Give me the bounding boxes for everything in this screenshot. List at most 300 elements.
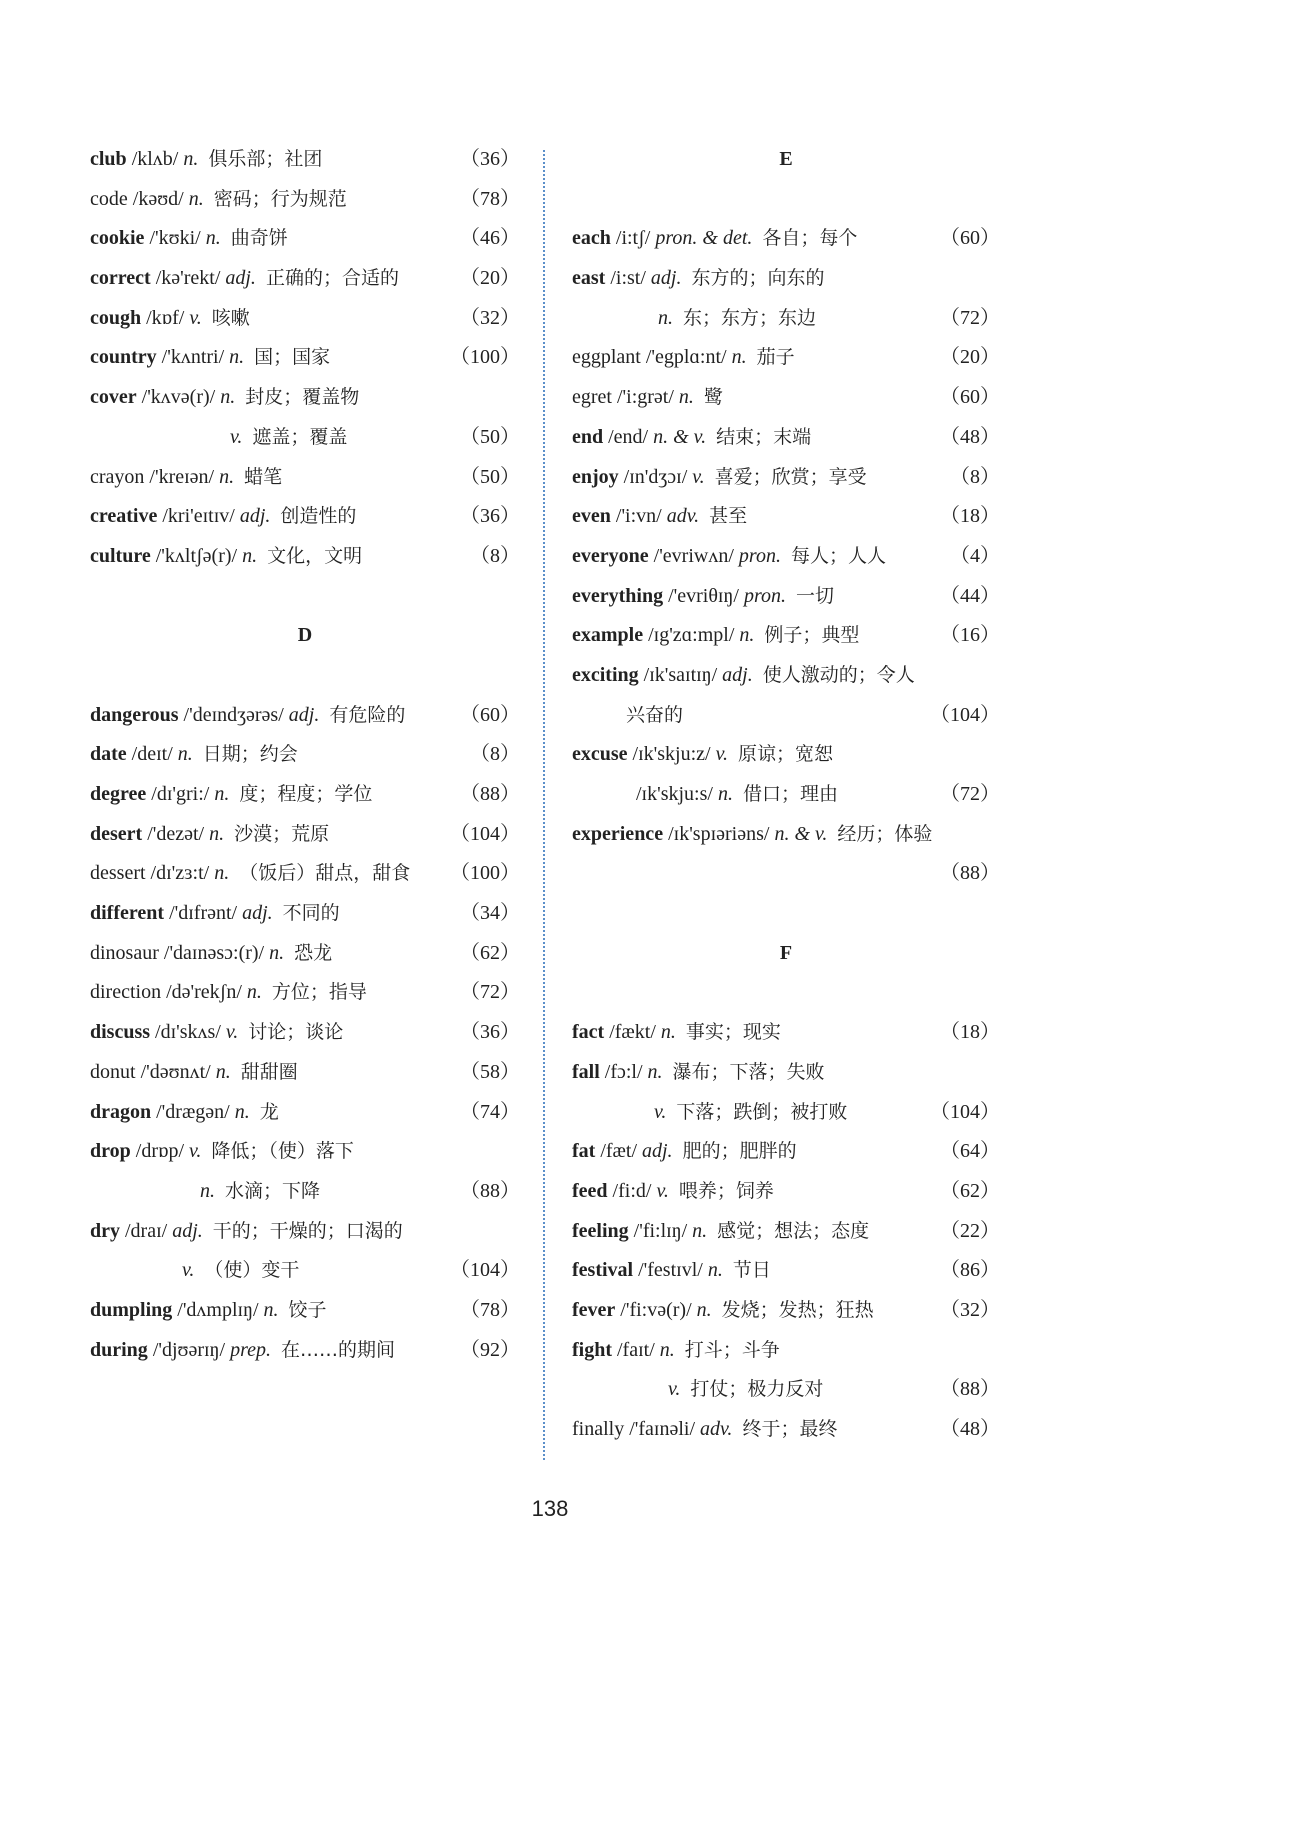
pronunciation: /dɪ'skʌs/	[150, 1021, 226, 1044]
glossary-entry	[572, 537, 1000, 577]
entry-text	[90, 902, 340, 924]
page-reference: （32）	[460, 306, 520, 329]
chinese-meaning: （使）变干	[204, 1259, 300, 1282]
entry-text	[90, 1339, 395, 1361]
pronunciation: /'evriθɪŋ/	[663, 584, 744, 607]
glossary-entry	[572, 338, 1000, 378]
pronunciation: /'kʌltʃə(r)/	[150, 544, 243, 567]
chinese-meaning: 曲奇饼	[230, 227, 288, 250]
chinese-meaning: 瀑布；下落；失败	[672, 1060, 825, 1083]
page-reference: （72）	[940, 306, 1000, 329]
glossary-entry	[572, 1212, 1000, 1252]
pronunciation: /'kreɪən/	[144, 465, 220, 488]
part-of-speech: adj.	[242, 902, 273, 925]
page-reference: （72）	[940, 783, 1000, 805]
pronunciation: /fæt/	[595, 1140, 642, 1163]
blank-line	[90, 656, 520, 696]
part-of-speech: n.	[205, 227, 221, 250]
entry-text	[90, 783, 372, 805]
page-reference: （64）	[940, 1140, 1000, 1163]
headword: during	[90, 1338, 148, 1361]
chinese-meaning: 喂养；饲养	[678, 1179, 774, 1202]
part-of-speech: v.	[715, 743, 728, 766]
chinese-meaning: 终于；最终	[742, 1418, 838, 1440]
headword: enjoy	[572, 465, 619, 488]
page-reference: （60）	[940, 227, 1000, 250]
glossary-entry	[572, 1053, 1000, 1093]
pronunciation: /'fi:lɪŋ/	[628, 1219, 693, 1242]
entry-text	[572, 267, 824, 289]
glossary-entry	[90, 180, 520, 220]
chinese-meaning: 各自；每个	[762, 227, 858, 250]
glossary-sub-entry	[572, 1370, 1000, 1410]
chinese-meaning: 发烧；发热；狂热	[721, 1298, 874, 1321]
glossary-entry	[572, 1331, 1000, 1371]
entry-text	[90, 704, 405, 726]
glossary-entry	[572, 458, 1000, 498]
page-reference: （32）	[940, 1298, 1000, 1321]
part-of-speech: n.	[731, 346, 747, 369]
glossary-entry	[90, 815, 520, 855]
headword: fat	[572, 1140, 596, 1163]
entry-text	[572, 505, 747, 527]
glossary-entry	[90, 497, 520, 537]
headword: fact	[572, 1021, 605, 1044]
part-of-speech: n.	[660, 1021, 676, 1044]
entry-text	[90, 1299, 327, 1321]
pronunciation: /kɒf/	[141, 306, 190, 329]
entry-text	[572, 545, 886, 567]
pronunciation: /ɪk'saɪtɪŋ/	[638, 663, 723, 686]
entry-text	[90, 267, 399, 289]
pronunciation: /ɪk'skju:z/	[627, 743, 716, 766]
entry-text	[572, 1140, 797, 1162]
headword: cough	[90, 306, 142, 329]
part-of-speech: n.	[263, 1298, 279, 1321]
chinese-meaning: 每人；人人	[790, 544, 886, 567]
glossary-sub-entry	[572, 696, 1000, 736]
glossary-entry	[90, 259, 520, 299]
glossary-entry	[572, 1172, 1000, 1212]
headword: fight	[572, 1338, 612, 1361]
part-of-speech: n. & v.	[653, 425, 707, 448]
chinese-meaning: 不同的	[282, 902, 340, 925]
page-reference: （34）	[460, 902, 520, 925]
entry-text	[90, 1140, 354, 1162]
part-of-speech: v.	[656, 1179, 669, 1202]
part-of-speech: n.	[209, 822, 225, 845]
glossary-sub-entry	[572, 775, 1000, 815]
page-reference: （88）	[940, 1378, 1000, 1401]
page-reference: （104）	[450, 1259, 520, 1282]
glossary-entry	[90, 219, 520, 259]
blank-line	[572, 180, 1000, 220]
chinese-meaning: 有危险的	[329, 703, 406, 726]
pronunciation: /'dɪfrənt/	[164, 902, 243, 925]
headword: club	[90, 148, 127, 170]
chinese-meaning: 借口；理由	[742, 783, 838, 805]
blank-line	[572, 973, 1000, 1013]
pronunciation: /'i:grət/	[611, 386, 679, 409]
page-reference: （48）	[940, 1418, 1000, 1440]
headword: east	[572, 267, 606, 290]
chinese-meaning: 东；东方；东边	[683, 306, 817, 329]
chinese-meaning: 方位；指导	[271, 981, 367, 1004]
part-of-speech: adj.	[722, 663, 753, 686]
glossary-entry	[572, 219, 1000, 259]
entry-text	[90, 1259, 299, 1281]
entry-text	[90, 386, 359, 408]
glossary-entry	[572, 815, 1000, 855]
chinese-meaning: 封皮；覆盖物	[245, 386, 360, 409]
entry-text	[90, 743, 298, 765]
part-of-speech: n.	[659, 1338, 675, 1361]
headword: date	[90, 743, 127, 766]
chinese-meaning: 茄子	[756, 346, 795, 369]
page-reference: （72）	[460, 981, 520, 1004]
page-reference: （62）	[940, 1179, 1000, 1202]
chinese-meaning: 使人激动的；令人	[762, 663, 915, 686]
glossary-entry	[90, 537, 520, 577]
page-reference: （100）	[450, 862, 520, 885]
entry-text	[572, 624, 859, 646]
pronunciation: /drɒp/	[130, 1140, 189, 1163]
pronunciation: /'festɪvl/	[633, 1259, 708, 1282]
headword: exciting	[572, 663, 639, 686]
headword: drop	[90, 1140, 131, 1163]
glossary-sub-entry	[90, 418, 520, 458]
entry-text	[90, 505, 356, 527]
chinese-meaning: 肥的；肥胖的	[682, 1140, 797, 1163]
glossary-entry	[90, 934, 520, 974]
entry-text	[90, 823, 329, 845]
part-of-speech: adj.	[650, 267, 682, 290]
glossary-entry	[90, 458, 520, 498]
glossary-entry	[572, 259, 1000, 299]
entry-text	[90, 188, 347, 210]
chinese-meaning: 俱乐部；社团	[208, 148, 323, 170]
part-of-speech: n.	[707, 1259, 723, 1282]
headword: code	[90, 187, 128, 210]
chinese-meaning: 感觉；想法；态度	[717, 1219, 870, 1242]
pronunciation: /'daɪnəsɔ:(r)/	[158, 941, 270, 964]
pronunciation: /fi:d/	[607, 1179, 657, 1202]
glossary-entry	[90, 854, 520, 894]
chinese-meaning: 干的；干燥的；口渴的	[212, 1219, 403, 1242]
part-of-speech: v.	[668, 1378, 681, 1401]
headword: eggplant	[572, 346, 641, 369]
page-reference: （44）	[940, 584, 1000, 607]
chinese-meaning: 蜡笔	[244, 465, 283, 488]
headword: feed	[572, 1179, 608, 1202]
entry-text	[90, 466, 282, 488]
pronunciation: /'faɪnəli/	[624, 1418, 701, 1440]
entry-text	[572, 1180, 774, 1202]
part-of-speech: pron. & det.	[655, 227, 753, 250]
pronunciation: /'fi:və(r)/	[615, 1298, 697, 1321]
pronunciation: /'egplɑ:nt/	[640, 346, 732, 369]
page-reference: （20）	[940, 346, 1000, 369]
entry-text	[572, 466, 867, 488]
part-of-speech: n.	[696, 1298, 712, 1321]
chinese-meaning: 打仗；极力反对	[690, 1378, 824, 1401]
glossary-entry	[90, 973, 520, 1013]
glossary-entry	[572, 1013, 1000, 1053]
chinese-meaning: 国；国家	[254, 346, 331, 369]
part-of-speech: pron.	[738, 544, 781, 567]
part-of-speech: adj.	[225, 267, 256, 290]
glossary-entry	[90, 1013, 520, 1053]
right-glossary-column	[572, 140, 1000, 1450]
page-number: 138	[531, 1496, 569, 1521]
glossary-entry	[90, 338, 520, 378]
pronunciation: /'drægən/	[151, 1100, 235, 1123]
part-of-speech: n.	[219, 465, 235, 488]
pronunciation: /'kʊki/	[144, 227, 206, 250]
headword: egret	[572, 386, 612, 409]
part-of-speech: n.	[229, 346, 245, 369]
pronunciation: /'dəʊnʌt/	[135, 1060, 216, 1083]
headword: correct	[90, 267, 151, 290]
glossary-entry	[572, 735, 1000, 775]
entry-text	[572, 1021, 781, 1043]
page-reference: （74）	[460, 1100, 520, 1123]
headword: feeling	[572, 1219, 629, 1242]
part-of-speech: n.	[717, 783, 733, 805]
chinese-meaning: 咳嗽	[211, 306, 250, 329]
page-reference: （18）	[940, 505, 1000, 528]
headword: fall	[572, 1060, 600, 1083]
entry-text	[572, 1339, 780, 1361]
pronunciation: /draɪ/	[120, 1219, 173, 1242]
chinese-meaning: 创造性的	[280, 505, 357, 528]
part-of-speech: n.	[214, 862, 230, 885]
section-letter-heading: D	[297, 624, 313, 647]
pronunciation: /dɪ'zɜ:t/	[145, 862, 215, 885]
headword: dessert	[90, 862, 146, 885]
pronunciation: /deɪt/	[126, 743, 178, 766]
headword: end	[572, 425, 604, 448]
chinese-meaning: 讨论；谈论	[248, 1021, 344, 1044]
pronunciation: /'i:vn/	[610, 505, 667, 528]
glossary-entry	[90, 378, 520, 418]
page-reference: （104）	[930, 1100, 1000, 1123]
page-reference: （104）	[930, 703, 1000, 726]
entry-text	[90, 1021, 343, 1043]
pronunciation: /faɪt/	[612, 1338, 660, 1361]
page-reference: （36）	[460, 1021, 520, 1044]
headword: country	[90, 346, 157, 369]
page-reference: （78）	[460, 187, 520, 210]
part-of-speech: n.	[183, 148, 199, 170]
pronunciation: /'djʊərɪŋ/	[147, 1338, 231, 1361]
page-reference: （50）	[460, 425, 520, 448]
headword: direction	[90, 981, 162, 1004]
chinese-meaning: 遮盖；覆盖	[252, 425, 348, 448]
pronunciation: /fækt/	[604, 1021, 661, 1044]
chinese-meaning: 文化，文明	[267, 544, 363, 567]
glossary-sub-entry	[572, 1093, 1000, 1133]
glossary-entry	[572, 497, 1000, 537]
headword: fever	[572, 1298, 616, 1321]
chinese-meaning: 打斗；斗争	[684, 1338, 780, 1361]
entry-text	[90, 1180, 320, 1202]
entry-text	[90, 426, 347, 448]
entry-text	[572, 823, 932, 845]
pronunciation: /ɪn'dʒɔɪ/	[618, 465, 693, 488]
entry-text	[572, 426, 811, 448]
entry-text	[90, 346, 330, 368]
chinese-meaning: 甜甜圈	[240, 1060, 298, 1083]
page-reference: （8）	[470, 544, 520, 567]
headword: creative	[90, 505, 158, 528]
section-letter-heading: F	[779, 941, 793, 964]
glossary-entry	[90, 735, 520, 775]
pronunciation: /'dezət/	[142, 822, 210, 845]
page-reference: （46）	[460, 227, 520, 250]
headword: finally	[572, 1418, 625, 1440]
headword: everything	[572, 584, 664, 607]
headword: each	[572, 227, 611, 250]
headword: cover	[90, 386, 137, 409]
part-of-speech: v.	[189, 306, 202, 329]
chinese-meaning: 东方的；向东的	[691, 267, 825, 290]
glossary-entry	[90, 299, 520, 339]
chinese-meaning: 鹭	[703, 386, 723, 409]
part-of-speech: adv.	[700, 1418, 733, 1440]
glossary-entry	[90, 1331, 520, 1371]
glossary-entry	[572, 1251, 1000, 1291]
glossary-sub-entry	[572, 854, 1000, 894]
part-of-speech: n.	[177, 743, 193, 766]
part-of-speech: n.	[269, 941, 285, 964]
headword: cookie	[90, 227, 145, 250]
chinese-meaning: 事实；现实	[685, 1021, 781, 1044]
page-reference: （22）	[940, 1219, 1000, 1242]
glossary-entry	[90, 1093, 520, 1133]
glossary-entry	[572, 1132, 1000, 1172]
entry-text	[90, 1061, 298, 1083]
entry-text	[572, 307, 816, 329]
pronunciation: /kri'eɪtɪv/	[157, 505, 240, 528]
glossary-entry	[90, 775, 520, 815]
headword: example	[572, 624, 644, 647]
pronunciation: /dɪ'gri:/	[146, 783, 215, 805]
chinese-meaning: 正确的；合适的	[265, 267, 399, 290]
part-of-speech: n.	[242, 544, 258, 567]
part-of-speech: adv.	[666, 505, 700, 528]
headword: dinosaur	[90, 941, 159, 964]
entry-text	[90, 862, 410, 884]
page-reference: （36）	[460, 148, 520, 170]
headword: dry	[90, 1219, 120, 1242]
chinese-meaning: 例子；典型	[764, 624, 860, 647]
glossary-sub-entry	[90, 1251, 520, 1291]
part-of-speech: v.	[189, 1140, 202, 1163]
part-of-speech: n. & v.	[774, 822, 828, 845]
pronunciation: /ɪk'skju:s/	[636, 783, 718, 805]
pronunciation: /i:tʃ/	[610, 227, 656, 250]
entry-text	[90, 545, 362, 567]
page-reference: （92）	[460, 1338, 520, 1361]
glossary-entry	[90, 1212, 520, 1252]
part-of-speech: v.	[230, 425, 243, 448]
headword: festival	[572, 1259, 634, 1282]
part-of-speech: adj.	[172, 1219, 203, 1242]
headword: dragon	[90, 1100, 152, 1123]
entry-text	[572, 1378, 823, 1400]
chinese-meaning: 喜爱；欣赏；享受	[714, 465, 867, 488]
entry-text	[572, 704, 683, 726]
part-of-speech: n.	[220, 386, 236, 409]
chinese-meaning: 沙漠；荒原	[234, 822, 330, 845]
chinese-meaning: 甚至	[709, 505, 748, 528]
glossary-sub-entry	[572, 299, 1000, 339]
headword: everyone	[572, 544, 649, 567]
part-of-speech: n.	[692, 1219, 708, 1242]
glossary-entry	[90, 1053, 520, 1093]
chinese-meaning: 降低；（使）落下	[211, 1140, 354, 1163]
part-of-speech: adj.	[288, 703, 320, 726]
blank-line	[90, 577, 520, 617]
page-reference: （18）	[940, 1021, 1000, 1044]
pronunciation: /ɪg'zɑ:mpl/	[643, 624, 740, 647]
entry-text	[90, 227, 288, 249]
entry-text	[572, 1101, 847, 1123]
part-of-speech: v.	[225, 1021, 239, 1044]
pronunciation: /də'rekʃn/	[161, 981, 247, 1004]
part-of-speech: n.	[215, 1060, 231, 1083]
page-reference: （60）	[940, 386, 1000, 409]
glossary-entry	[572, 378, 1000, 418]
glossary-entry	[90, 140, 520, 180]
pronunciation: /kə'rekt/	[150, 267, 226, 290]
entry-text	[572, 664, 915, 686]
pronunciation: /kəʊd/	[127, 187, 189, 210]
page-reference: （86）	[940, 1259, 1000, 1282]
entry-text	[90, 1101, 279, 1123]
part-of-speech: adj.	[239, 505, 271, 528]
chinese-meaning: （饭后）甜点，甜食	[239, 862, 411, 885]
page-reference: （48）	[940, 425, 1000, 448]
part-of-speech: v.	[182, 1259, 195, 1282]
pronunciation: /ɪk'spɪəriəns/	[663, 822, 775, 845]
page-reference: （8）	[950, 465, 1000, 488]
chinese-meaning: 一切	[795, 584, 834, 607]
part-of-speech: n.	[658, 306, 673, 329]
pronunciation: /'kʌntri/	[156, 346, 230, 369]
glossary-entry	[572, 418, 1000, 458]
page-reference: （104）	[450, 822, 520, 845]
entry-text	[90, 1220, 403, 1242]
part-of-speech: n.	[188, 187, 204, 210]
column-divider	[543, 150, 545, 1460]
entry-text	[90, 942, 332, 964]
headword: culture	[90, 544, 151, 567]
page-reference: （16）	[940, 624, 1000, 647]
part-of-speech: n.	[739, 624, 755, 647]
entry-text	[90, 981, 367, 1003]
entry-text	[572, 783, 838, 805]
entry-text	[572, 1418, 837, 1440]
chinese-meaning: 度；程度；学位	[239, 783, 373, 805]
headword: dangerous	[90, 703, 179, 726]
page-reference: （88）	[460, 783, 520, 805]
headword: even	[572, 505, 611, 528]
headword: crayon	[90, 465, 145, 488]
pronunciation: /'deɪndʒərəs/	[178, 703, 289, 726]
page-reference: （20）	[460, 267, 520, 290]
